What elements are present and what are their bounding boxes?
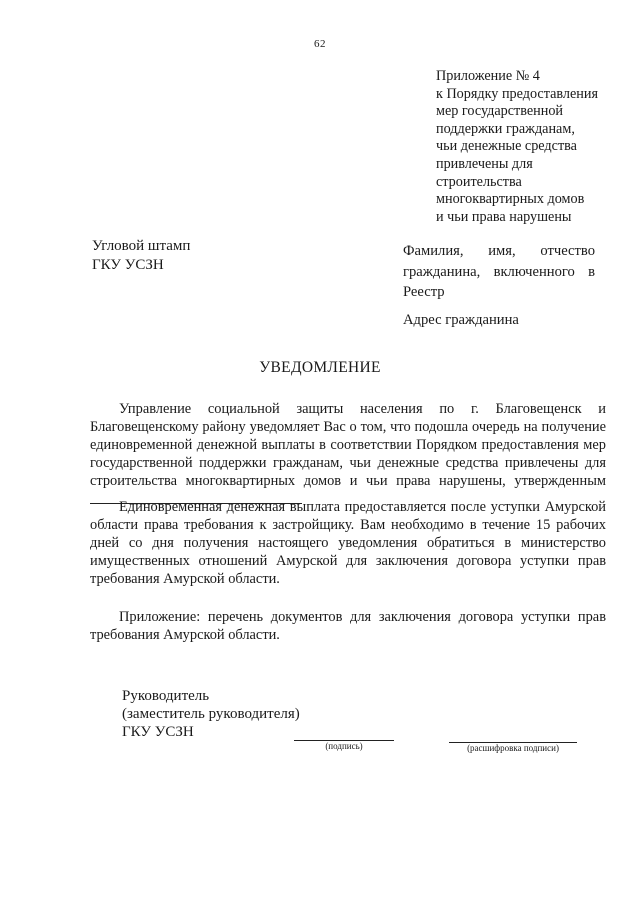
signer-title: Руководитель [122, 688, 210, 704]
appendix-line: привлечены для [436, 155, 533, 172]
signature-decode-caption: (расшифровка подписи) [467, 743, 559, 753]
appendix-line: поддержки гражданам, [436, 120, 575, 137]
corner-stamp [92, 237, 190, 275]
paragraph-text: Приложение: перечень документов для заключения договора уступки прав требования Амурской области. [90, 609, 606, 643]
signer-block [122, 687, 300, 741]
appendix-line: к Порядку предоставления [436, 85, 598, 102]
appendix-line: мер государственной [436, 103, 564, 120]
signature-decode-field [449, 742, 577, 754]
notice-paragraph-2 [90, 498, 606, 588]
appendix-line: строительства [436, 173, 522, 190]
signature-caption: (подпись) [325, 741, 363, 751]
citizen-name-label: Фамилия, имя, отчество гражданина, включенного в Реестр [403, 243, 595, 300]
stamp-label: Угловой штамп [92, 238, 191, 254]
attachment-paragraph [90, 608, 606, 644]
appendix-line: многоквартирных домов [436, 191, 585, 208]
paragraph-text: Управление социальной защиты населения по г. Благовещенск и Благовещенскому району уведомляет Вас о том, что подошла очередь на получение единовременной денежной выплаты в соответствии Порядком предоставления мер государственной поддержки гражданам, чьи денежные средства привлечены для строительства многоквартирных домов и чьи права нарушены, утвержденным [90, 401, 606, 489]
signature-field [294, 740, 394, 752]
paragraph-text: Единовременная денежная выплата предоставляется после уступки Амурской области права требования к застройщику. Вам необходимо в течение 15 рабочих дней со дня получения настоящего уведомления обратиться в министерство имущественных отношений Амурской для заключения договора уступки прав требования Амурской области. [90, 499, 606, 587]
signer-organization: ГКУ УСЗН [122, 724, 194, 740]
citizen-address-label: Адрес гражданина [403, 312, 519, 328]
appendix-line: Приложение № 4 [436, 68, 540, 84]
appendix-line: чьи денежные средства [436, 138, 577, 155]
stamp-organization: ГКУ УСЗН [92, 257, 164, 273]
document-title: УВЕДОМЛЕНИЕ [259, 359, 381, 376]
signer-deputy: (заместитель руководителя) [122, 706, 300, 722]
appendix-line: и чьи права нарушены [436, 208, 572, 225]
appendix-header [436, 68, 636, 226]
page-number: 62 [314, 38, 326, 50]
notice-paragraph-1 [90, 400, 606, 509]
